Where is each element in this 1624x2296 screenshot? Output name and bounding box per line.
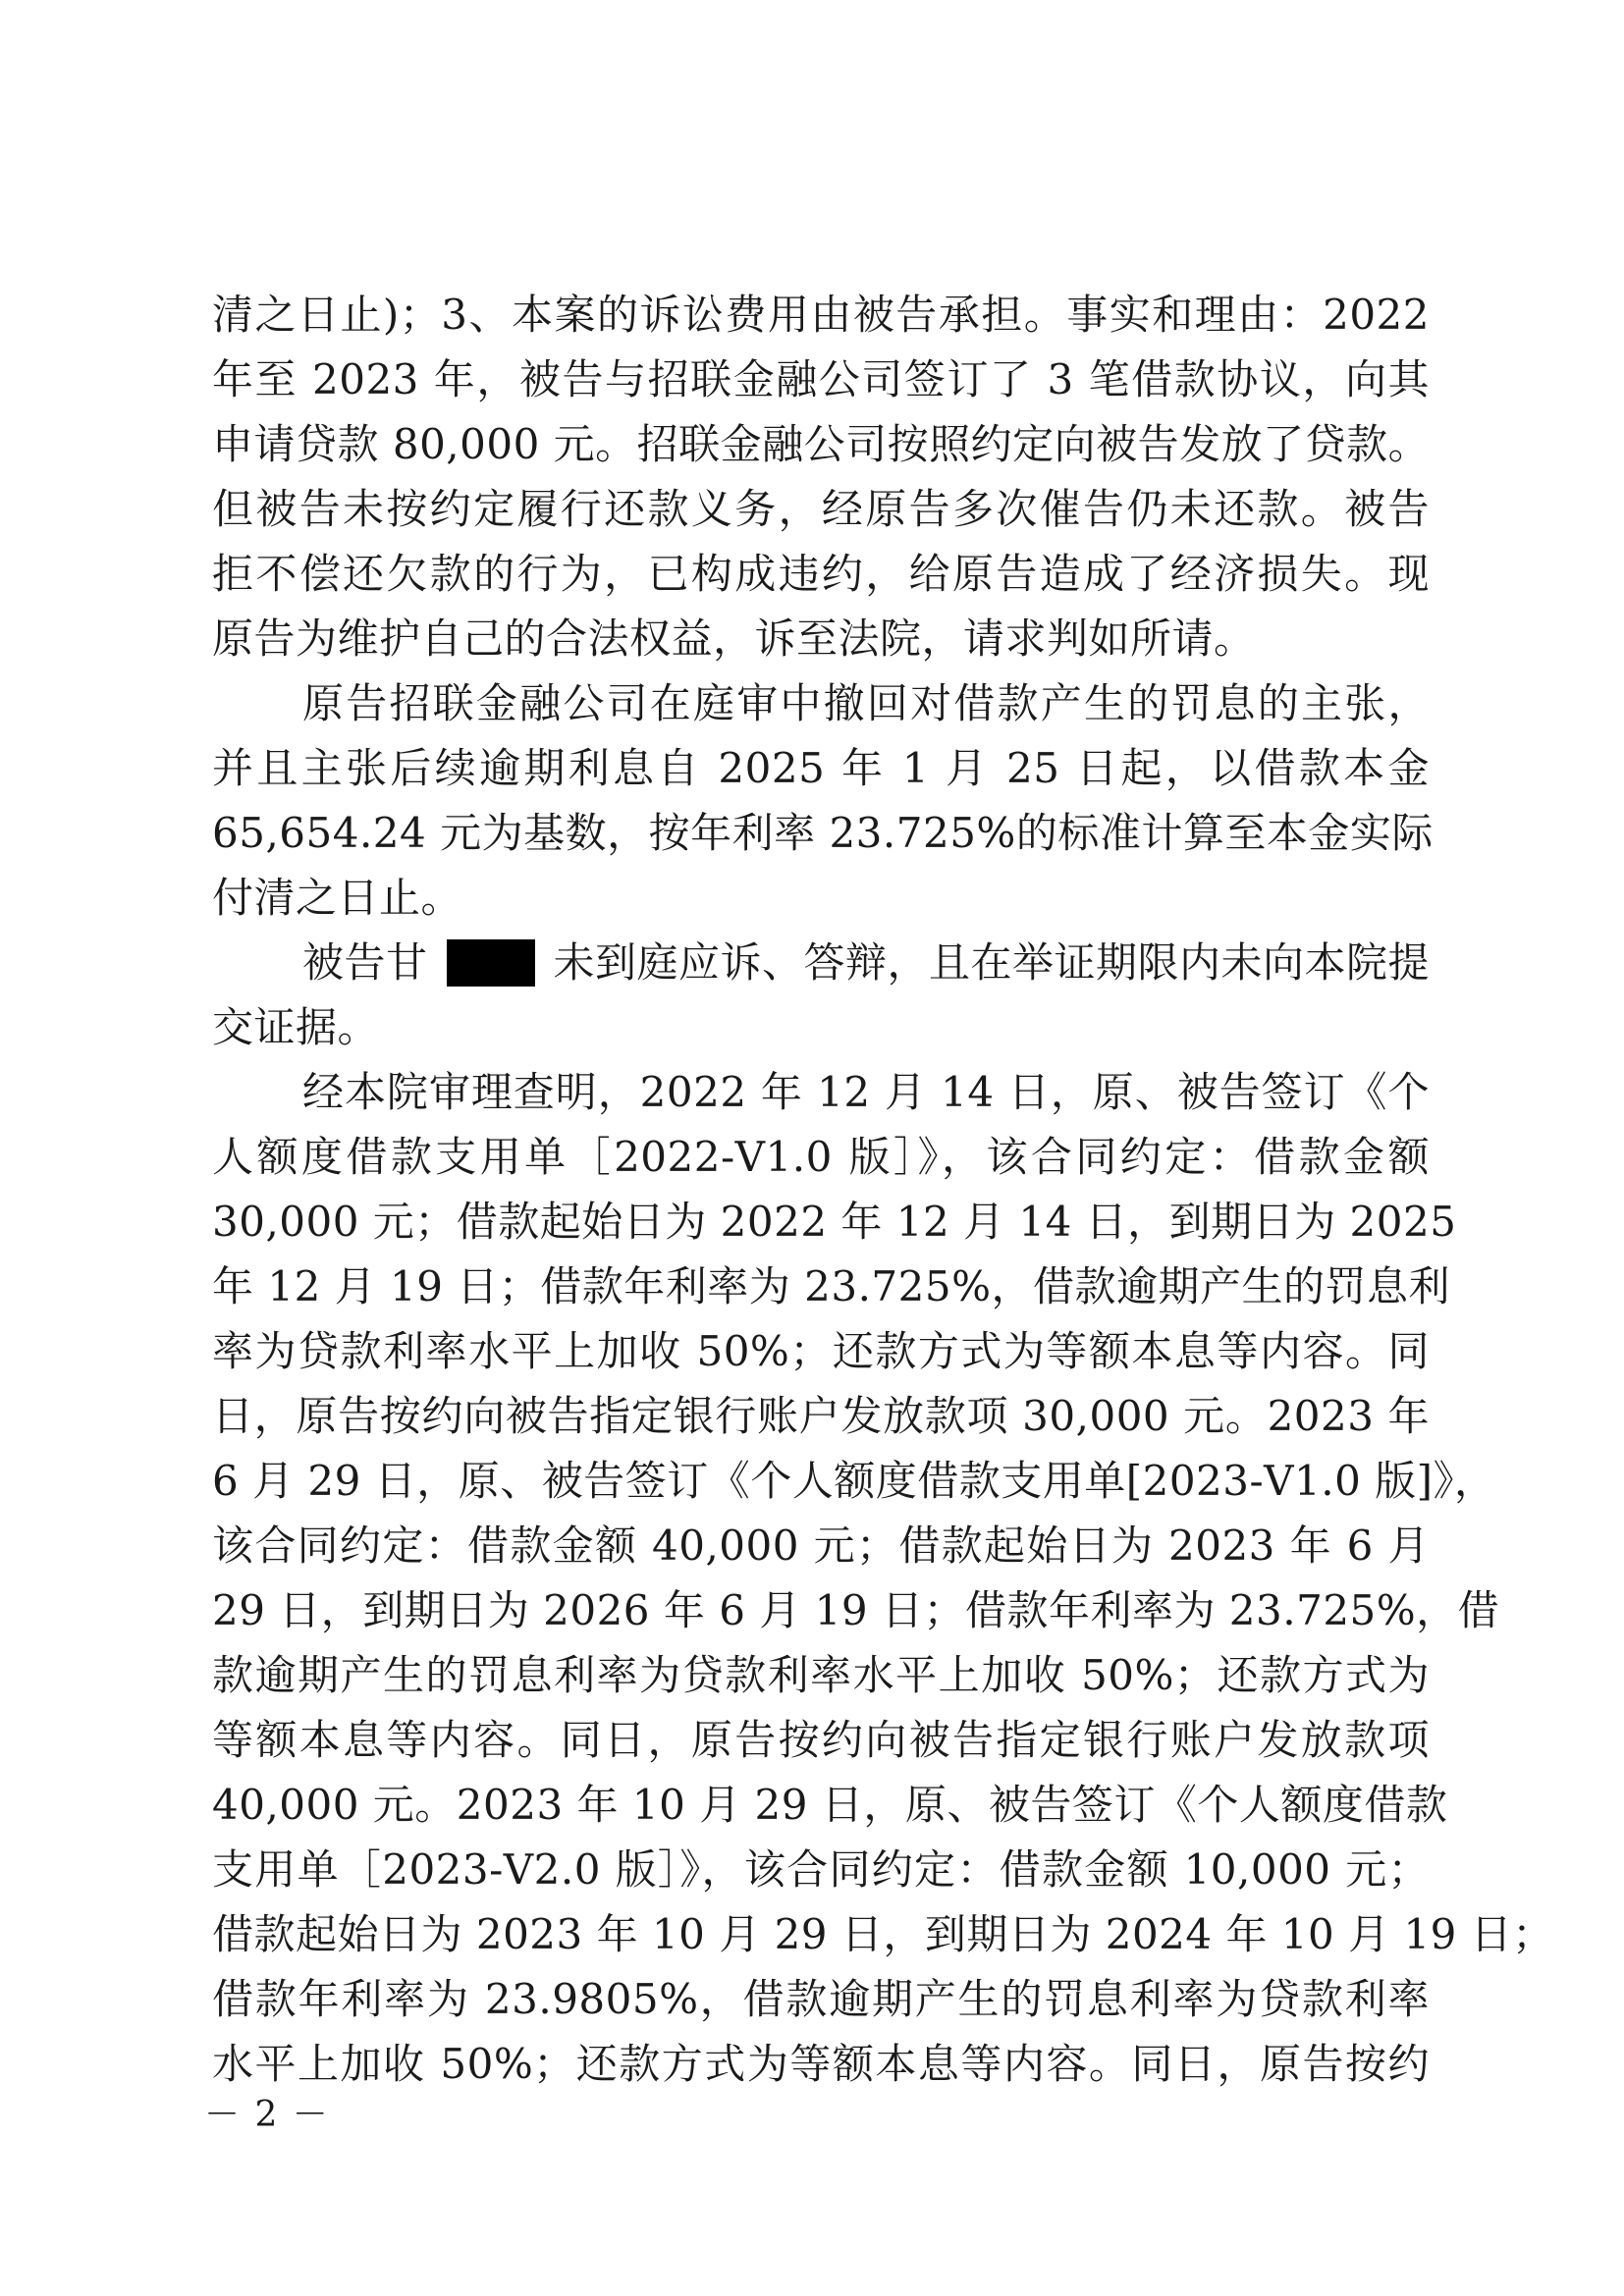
text-line: 人额度借款支用单［2022-V1.0 版］》，该合同约定：借款金额 [212, 1133, 1430, 1181]
text-line: 40,000 元。2023 年 10 月 29 日，原、被告签订《个人额度借款 [212, 1781, 1448, 1829]
text-line: 申请贷款 80,000 元。招联金融公司按照约定向被告发放了贷款。 [212, 420, 1431, 468]
defendant-label: 被告甘 [302, 938, 428, 987]
text-line: 经本院审理查明，2022 年 12 月 14 日，原、被告签订《个 [302, 1068, 1430, 1116]
text-line: 年至 2023 年，被告与招联金融公司签订了 3 笔借款协议，向其 [212, 355, 1430, 403]
text-line: 借款年利率为 23.9805%，借款逾期产生的罚息利率为贷款利率 [212, 1975, 1430, 2023]
text-line: 借款起始日为 2023 年 10 月 29 日，到期日为 2024 年 10 月 19 日； [212, 1910, 1554, 1958]
page-number: － 2 － [204, 2095, 330, 2135]
text-line: 该合同约定：借款金额 40,000 元；借款起始日为 2023 年 6 月 [212, 1522, 1430, 1570]
text-line: 但被告未按约定履行还款义务，经原告多次催告仍未还款。被告 [212, 485, 1430, 533]
text-line: 原告招联金融公司在庭审中撤回对借款产生的罚息的主张， [302, 679, 1430, 727]
text-line: 支用单［2023-V2.0 版］》，该合同约定：借款金额 10,000 元； [212, 1845, 1430, 1894]
text-line-redacted [212, 931, 1430, 995]
text-line: 率为贷款利率水平上加收 50%；还款方式为等额本息等内容。同 [212, 1327, 1430, 1375]
text-line: 29 日，到期日为 2026 年 6 月 19 日；借款年利率为 23.725%，借 [212, 1586, 1500, 1634]
text-line: 水平上加收 50%；还款方式为等额本息等内容。同日，原告按约 [212, 2040, 1430, 2088]
text-line: 等额本息等内容。同日，原告按约向被告指定银行账户发放款项 [212, 1716, 1430, 1764]
text-line: 清之日止)；3、本案的诉讼费用由被告承担。事实和理由：2022 [212, 291, 1430, 339]
redaction-box [447, 939, 535, 987]
redacted-line-rest: 未到庭应诉、答辩，且在举证期限内未向本院提 [553, 938, 1430, 987]
text-line: 30,000 元；借款起始日为 2022 年 12 月 14 日，到期日为 2025 [212, 1198, 1457, 1246]
body-text [212, 283, 1554, 2097]
text-line: 款逾期产生的罚息利率为贷款利率水平上加收 50%；还款方式为 [212, 1651, 1430, 1699]
text-line: 拒不偿还欠款的行为，已构成违约，给原告造成了经济损失。现 [212, 550, 1430, 598]
text-line: 年 12 月 19 日；借款年利率为 23.725%，借款逾期产生的罚息利 [212, 1262, 1451, 1310]
text-line: 并且主张后续逾期利息自 2025 年 1 月 25 日起，以借款本金 [212, 744, 1430, 792]
text-line: 交证据。 [212, 1003, 380, 1051]
text-line: 65,654.24 元为基数，按年利率 23.725%的标准计算至本金实际 [212, 809, 1434, 857]
text-line: 原告为维护自己的合法权益，诉至法院，请求判如所请。 [212, 614, 1256, 663]
text-line: 日，原告按约向被告指定银行账户发放款项 30,000 元。2023 年 [212, 1392, 1430, 1440]
text-line: 付清之日止。 [212, 874, 463, 922]
text-line: 6 月 29 日，原、被告签订《个人额度借款支用单[2023-V1.0 版]》， [212, 1457, 1496, 1505]
